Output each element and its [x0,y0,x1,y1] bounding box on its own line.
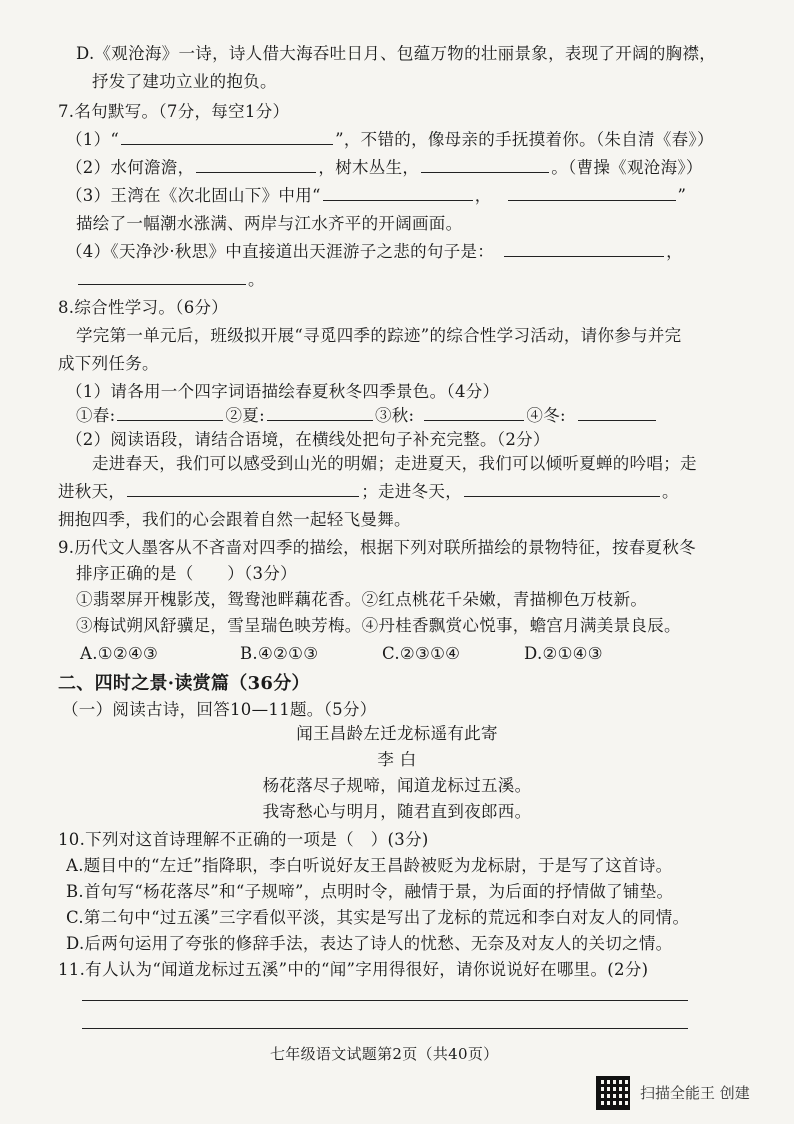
q10-option-a[interactable]: A.题目中的“左迁”指降职，李白听说好友王昌龄被贬为龙标尉，于是写了这首诗。 [66,856,673,875]
q8-seasons: ①春: ②夏: ③秋: ④冬: [76,404,658,428]
q9-option-c[interactable]: C.②③①④ [382,644,461,663]
answer-blank[interactable] [508,184,676,201]
q9-stem-line2: 排序正确的是（ ）（3分） [76,564,297,583]
answer-blank[interactable] [464,480,660,497]
q6-option-d-line2: 抒发了建功立业的抱负。 [92,72,277,91]
q9-option-b[interactable]: B.④②①③ [240,644,319,663]
qr-code-icon [596,1076,630,1110]
scanner-watermark: 扫描全能王 创建 [640,1084,750,1102]
answer-blank[interactable] [504,240,664,257]
q9-stem-line1: 9.历代文人墨客从不吝啬对四季的描绘，根据下列对联所描绘的景物特征，按春夏秋冬 [58,538,696,557]
q10-stem: 10.下列对这首诗理解不正确的一项是（ ）(3分) [58,830,429,849]
q8-task1: （1）请各用一个四字词语描绘春夏秋冬四季景色。（4分） [66,382,500,401]
answer-blank[interactable] [578,404,656,421]
q9-option-a[interactable]: A.①②④③ [80,644,159,663]
poem-line1: 杨花落尽子规啼，闻道龙标过五溪。 [262,776,532,795]
q9-couplets-1: ①翡翠屏开槐影茂，鸳鸯池畔藕花香。②红点桃花千朵嫩，青描柳色万枝新。 [76,590,648,609]
q8-passage-line3: 拥抱四季，我们的心会跟着自然一起轻飞曼舞。 [58,510,411,529]
q9-option-d[interactable]: D.②①④③ [524,644,603,663]
answer-blank[interactable] [267,404,373,421]
poem-title: 闻王昌龄左迁龙标遥有此寄 [296,724,498,743]
q9-couplets-2: ③梅试朔风舒骥足，雪呈瑞色映芳梅。④丹桂香飘赏心悦事，蟾宫月满美景良辰。 [76,616,681,635]
answer-blank[interactable] [196,156,316,173]
page-footer: 七年级语文试题第2页（共40页） [270,1045,499,1063]
q8-task2: （2）阅读语段，请结合语境，在横线处把句子补充完整。（2分） [66,430,550,449]
q7-item2: （2）水何澹澹， ，树木丛生， 。（曹操《观沧海》） [66,158,703,177]
poem-line2: 我寄愁心与明月，随君直到夜郎西。 [262,802,532,821]
poem-author: 李 白 [377,750,417,769]
q10-option-d[interactable]: D.后两句运用了夸张的修辞手法，表达了诗人的忧愁、无奈及对友人的关切之情。 [66,934,673,953]
q7-item3-desc: 描绘了一幅潮水涨满、两岸与江水齐平的开阔画面。 [76,214,463,233]
q8-intro-line1: 学完第一单元后，班级拟开展“寻觅四季的踪迹”的综合性学习活动，请你参与并完 [76,326,682,345]
q10-option-b[interactable]: B.首句写“杨花落尽”和“子规啼”，点明时令，融情于景，为后面的抒情做了铺垫。 [66,882,674,901]
q10-option-c[interactable]: C.第二句中“过五溪”三字看似平淡，其实是写出了龙标的荒远和李白对友人的同情。 [66,908,690,927]
q7-item3: （3）王湾在《次北固山下》中用“ ， ” [66,186,687,205]
q7-item4: （4）《天净沙·秋思》中直接道出天涯游子之悲的句子是： ， [66,242,683,261]
section-2-heading: 二、四时之景·读赏篇（36分） [58,673,310,694]
answer-blank[interactable] [121,128,333,145]
q7-item1: （1）“ ”，不错的，像母亲的手抚摸着你。（朱自清《春》） [66,130,714,149]
q8-intro-line2: 成下列任务。 [58,354,159,373]
answer-line[interactable] [82,1000,688,1001]
q8-passage-line1: 走进春天，我们可以感受到山光的明媚；走进夏天，我们可以倾听夏蝉的吟唱；走 [92,454,697,473]
answer-blank[interactable] [323,184,473,201]
answer-blank[interactable] [78,268,246,285]
answer-line[interactable] [82,1028,688,1029]
answer-blank[interactable] [127,480,359,497]
answer-blank[interactable] [421,156,549,173]
q7-title: 7.名句默写。（7分，每空1分） [58,102,290,121]
q7-item4-cont: 。 [76,268,265,292]
q8-passage-line2: 进秋天， ；走进冬天， 。 [58,482,679,501]
q6-option-d-line1: D.《观沧海》一诗，诗人借大海吞吐日月、包蕴万物的壮丽景象，表现了开阔的胸襟， [76,44,717,63]
subsection-1-heading: （一）阅读古诗，回答10—11题。（5分） [62,700,377,719]
q11-stem: 11.有人认为“闻道龙标过五溪”中的“闻”字用得很好，请你说说好在哪里。(2分) [58,960,649,979]
answer-blank[interactable] [117,404,223,421]
answer-blank[interactable] [424,404,524,421]
q8-title: 8.综合性学习。（6分） [58,298,229,317]
